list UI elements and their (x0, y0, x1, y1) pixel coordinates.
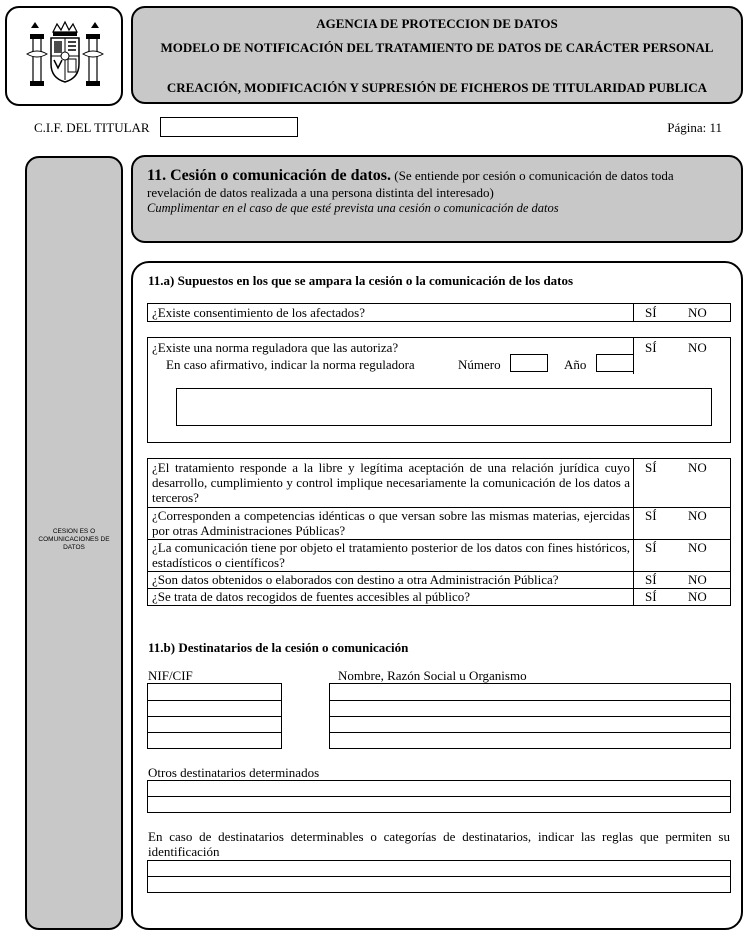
q4-no[interactable]: NO (688, 508, 707, 523)
q2-subtext: En caso afirmativo, indicar la norma reguladora (166, 357, 415, 372)
q7-no[interactable]: NO (688, 589, 707, 604)
part-b-heading: 11.b) Destinatarios de la cesión o comunicación (148, 640, 409, 655)
q1-text: ¿Existe consentimiento de los afectados? (152, 305, 365, 320)
section-description: (Se entiende por cesión o comunicación de datos toda revelación de datos realizada a una persona distinta del interesado) (147, 168, 674, 200)
rules-label: En caso de destinatarios determinables o categorías de destinatarios, indicar las reglas que permiten su identificación (148, 829, 730, 859)
name-table (329, 683, 731, 749)
q6-no[interactable]: NO (688, 572, 707, 587)
others-label: Otros destinatarios determinados (148, 765, 320, 780)
q1-yes[interactable]: SÍ (645, 305, 657, 320)
section-header (131, 155, 743, 243)
q6-yes[interactable]: SÍ (645, 572, 657, 587)
page-number: Página: 11 (667, 120, 722, 135)
section-note: Cumplimentar en el caso de que esté prevista una cesión o comunicación de datos (147, 201, 559, 215)
q3-text: ¿El tratamiento responde a la libre y legítima aceptación de una relación jurídica cuyo desarrollo, cumplimiento y control implique necesariamente la comunicación de los datos a terceros? (152, 460, 630, 505)
q3-yes[interactable]: SÍ (645, 460, 657, 475)
side-panel-label: CESION ES O COMUNICACIONES DE DATOS (38, 528, 110, 551)
q3-no[interactable]: NO (688, 460, 707, 475)
cif-label: C.I.F. DEL TITULAR (34, 120, 150, 135)
q5-no[interactable]: NO (688, 540, 707, 555)
questions-table (147, 458, 731, 606)
numero-input[interactable] (510, 354, 548, 372)
q7-yes[interactable]: SÍ (645, 589, 657, 604)
q1-no[interactable]: NO (688, 305, 707, 320)
model-title: MODELO DE NOTIFICACIÓN DEL TRATAMIENTO DE DATOS DE CARÁCTER PERSONAL (160, 40, 714, 55)
part-a-heading: 11.a) Supuestos en los que se ampara la cesión o la comunicación de los datos (148, 273, 574, 288)
numero-label: Número (458, 357, 501, 372)
form-subtitle: CREACIÓN, MODIFICACIÓN Y SUPRESIÓN DE FICHEROS DE TITULARIDAD PUBLICA (166, 80, 708, 95)
q2-block (147, 337, 731, 443)
norma-text-input[interactable] (176, 388, 712, 426)
anio-input[interactable] (596, 354, 634, 372)
q2-yes[interactable]: SÍ (645, 340, 657, 355)
q6-text: ¿Son datos obtenidos o elaborados con destino a otra Administración Pública? (152, 572, 559, 587)
anio-label: Año (564, 357, 587, 372)
q4-yes[interactable]: SÍ (645, 508, 657, 523)
q5-yes[interactable]: SÍ (645, 540, 657, 555)
logo-box (5, 6, 123, 106)
q1-row (147, 303, 731, 322)
cif-input[interactable] (160, 117, 298, 137)
nif-cif-table (147, 683, 282, 749)
q2-text: ¿Existe una norma reguladora que las autoriza? (152, 340, 399, 355)
form-header (131, 6, 743, 104)
q7-text: ¿Se trata de datos recogidos de fuentes accesibles al público? (152, 589, 471, 604)
nif-cif-label: NIF/CIF (148, 668, 193, 683)
q4-text: ¿Corresponden a competencias idénticas o que versan sobre las mismas materias, ejercidas por otras Administraciones Públicas? (152, 508, 630, 538)
section-title: 11. Cesión o comunicación de datos. (147, 167, 392, 184)
q2-no[interactable]: NO (688, 340, 707, 355)
q5-text: ¿La comunicación tiene por objeto el tratamiento posterior de los datos con fines históricos, estadísticos o científicos? (152, 540, 630, 570)
agency-title: AGENCIA DE PROTECCION DE DATOS (316, 16, 558, 31)
rules-table[interactable] (147, 860, 731, 893)
coat-of-arms-icon (23, 18, 107, 96)
others-table[interactable] (147, 780, 731, 813)
name-label: Nombre, Razón Social u Organismo (338, 668, 527, 683)
